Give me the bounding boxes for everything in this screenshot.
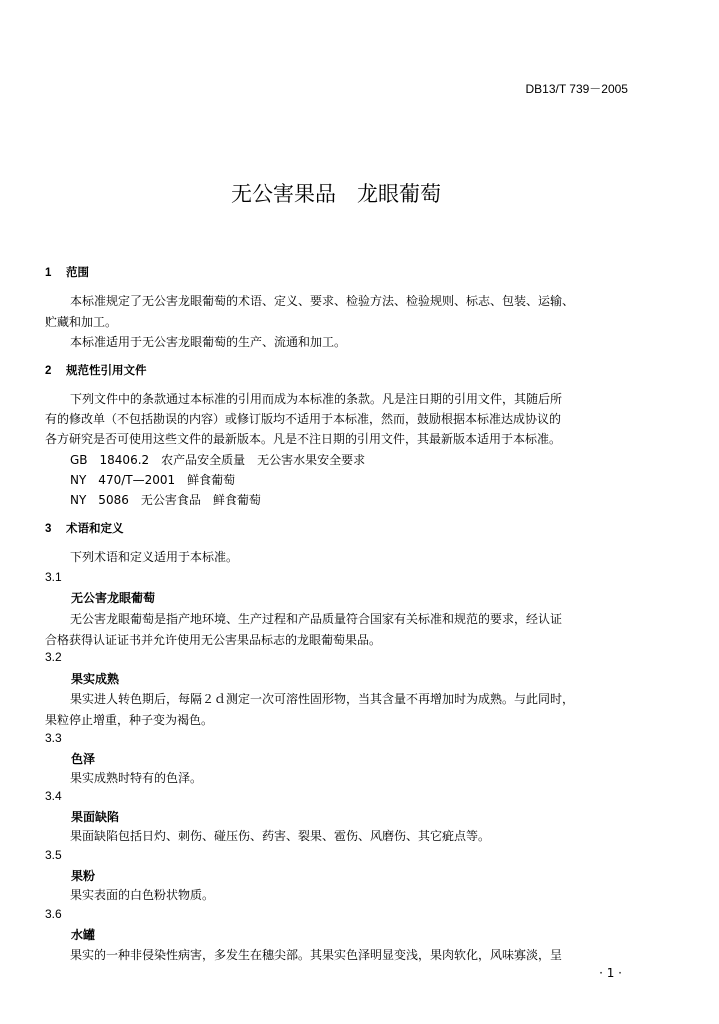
term-definition-line: 无公害龙眼葡萄是指产地环境、生产过程和产品质量符合国家有关标准和规范的要求，经认证 bbox=[70, 612, 563, 626]
section-number: 3 bbox=[45, 523, 52, 535]
term-name: 无公害龙眼葡萄 bbox=[71, 591, 156, 605]
term-definition-line: 果实成熟时特有的色泽。 bbox=[70, 771, 203, 785]
section-title: 术语和定义 bbox=[66, 521, 124, 535]
scope-paragraph-line: 本标准规定了无公害龙眼葡萄的术语、定义、要求、检验方法、检验规则、标志、包装、运输、 bbox=[70, 294, 575, 308]
term-definition-line: 果粒停止增重，种子变为褐色。 bbox=[45, 713, 214, 727]
scope-paragraph-line: 本标准适用于无公害龙眼葡萄的生产、流通和加工。 bbox=[70, 335, 347, 349]
section-heading-2 bbox=[45, 362, 147, 378]
section-title: 规范性引用文件 bbox=[66, 363, 147, 377]
term-definition-line: 果实的一种非侵染性病害，多发生在穗尖部。其果实色泽明显变浅，果肉软化，风味寡淡，呈 bbox=[70, 948, 563, 962]
term-number: 3.6 bbox=[45, 907, 62, 921]
refs-paragraph-line: 各方研究是否可使用这些文件的最新版本。凡是不注日期的引用文件，其最新版本适用于本标准。 bbox=[45, 432, 562, 446]
term-number: 3.2 bbox=[45, 650, 62, 664]
term-number: 3.4 bbox=[45, 789, 62, 803]
term-name: 果面缺陷 bbox=[71, 810, 120, 824]
standard-number: DB13/T 739－2005 bbox=[525, 82, 628, 96]
term-number: 3.1 bbox=[45, 570, 62, 584]
term-name: 果粉 bbox=[71, 869, 96, 883]
section-heading-3 bbox=[45, 520, 124, 536]
term-definition-line: 果实进人转色期后，每隔２ｄ测定一次可溶性固形物，当其含量不再增加时为成熟。与此同时， bbox=[70, 692, 575, 706]
reference-item: NY 5086 无公害食品 鲜食葡萄 bbox=[70, 493, 261, 507]
section-title: 范围 bbox=[66, 265, 89, 279]
refs-paragraph-line: 下列文件中的条款通过本标准的引用而成为本标准的条款。凡是注日期的引用文件，其随后所 bbox=[70, 392, 563, 406]
term-number: 3.5 bbox=[45, 848, 62, 862]
terms-intro: 下列术语和定义适用于本标准。 bbox=[70, 550, 239, 564]
reference-item: NY 470/T—2001 鲜食葡萄 bbox=[70, 473, 236, 487]
document-title: 无公害果品 龙眼葡萄 bbox=[231, 182, 441, 206]
scope-paragraph-line: 贮藏和加工。 bbox=[45, 315, 118, 329]
section-heading-1 bbox=[45, 264, 89, 280]
reference-item: GB 18406.2 农产品安全质量 无公害水果安全要求 bbox=[70, 453, 366, 467]
term-name: 果实成熟 bbox=[71, 672, 120, 686]
term-definition-line: 合格获得认证证书并允许使用无公害果品标志的龙眼葡萄果品。 bbox=[45, 633, 382, 647]
term-name: 色泽 bbox=[71, 752, 96, 766]
term-name: 水罐 bbox=[71, 928, 96, 942]
section-number: 2 bbox=[45, 365, 52, 377]
term-definition-line: 果面缺陷包括日灼、刺伤、碰压伤、药害、裂果、雹伤、风磨伤、其它疵点等。 bbox=[70, 829, 491, 843]
section-number: 1 bbox=[45, 267, 52, 279]
refs-paragraph-line: 有的修改单（不包括勘误的内容）或修订版均不适用于本标准，然而，鼓励根据本标准达成协议的 bbox=[45, 412, 562, 426]
page-number: · 1 · bbox=[599, 966, 622, 980]
term-number: 3.3 bbox=[45, 731, 62, 745]
term-definition-line: 果实表面的白色粉状物质。 bbox=[70, 888, 215, 902]
